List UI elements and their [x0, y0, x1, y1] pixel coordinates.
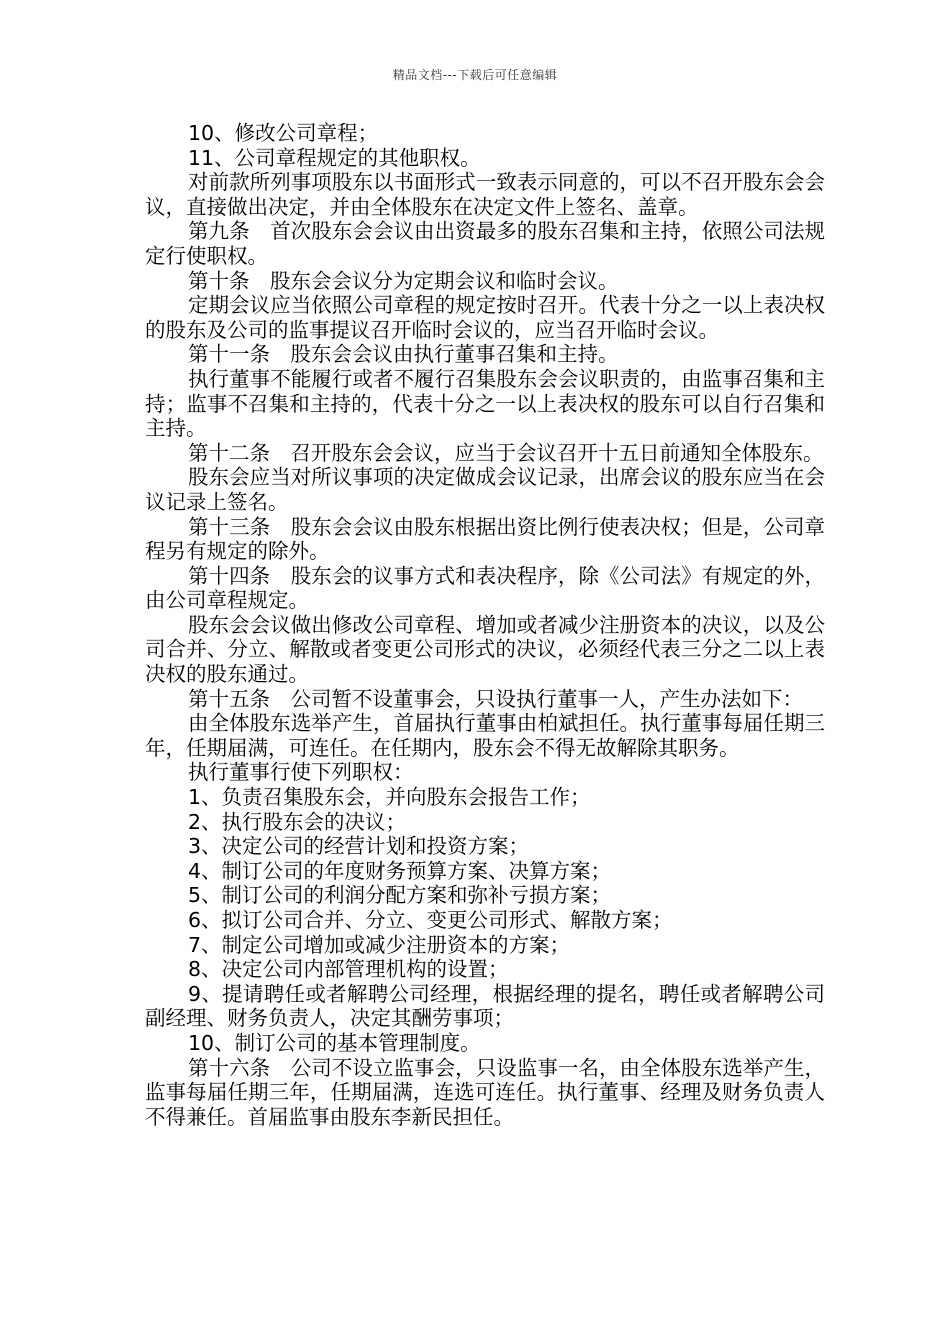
paragraph: 股东会会议做出修改公司章程、增加或者减少注册资本的决议，以及公司合并、分立、解散或者变更公司形式的决议，必须经代表三分之二以上表决权的股东通过。 [145, 612, 825, 687]
list-item: 8、决定公司内部管理机构的设置； [188, 957, 509, 982]
list-item: 5、制订公司的利润分配方案和弥补亏损方案； [188, 883, 612, 908]
list-item: 10、制订公司的基本管理制度。 [188, 1030, 481, 1055]
paragraph: 第十四条 股东会的议事方式和表决程序，除《公司法》有规定的外，由公司章程规定。 [145, 563, 825, 613]
list-item: 2、执行股东会的决议； [188, 809, 407, 834]
list-item: 3、决定公司的经营计划和投资方案； [188, 834, 530, 859]
paragraph: 股东会应当对所议事项的决定做成会议记录，出席会议的股东应当在会议记录上签名。 [145, 465, 825, 514]
paragraph: 执行董事行使下列职权： [188, 760, 414, 785]
paragraph: 对前款所列事项股东以书面形式一致表示同意的，可以不召开股东会会议，直接做出决定，并由全体股东在决定文件上签名、盖章。 [145, 170, 825, 219]
paragraph: 第十一条 股东会会议由执行董事召集和主持。 [188, 342, 619, 367]
list-item: 7、制定公司增加或减少注册资本的方案； [188, 932, 571, 957]
page-header-note: 精品文档---下载后可任意编辑 [392, 68, 558, 82]
paragraph: 第十条 股东会会议分为定期会议和临时会议。 [188, 268, 619, 293]
paragraph: 第十六条 公司不设立监事会，只设监事一名，由全体股东选举产生，监事每届任期三年，任期届满，连选可连任。执行董事、经理及财务负责人不得兼任。首届监事由股东李新民担任。 [145, 1055, 825, 1129]
paragraph: 第九条 首次股东会会议由出资最多的股东召集和主持，依照公司法规定行使职权。 [145, 219, 825, 268]
paragraph: 11、公司章程规定的其他职权。 [188, 145, 481, 170]
paragraph: 定期会议应当依照公司章程的规定按时召开。代表十分之一以上表决权的股东及公司的监事提议召开临时会议的，应当召开临时会议。 [145, 293, 825, 342]
list-item: 6、拟订公司合并、分立、变更公司形式、解散方案； [188, 908, 673, 932]
list-item: 1、负责召集股东会，并向股东会报告工作； [188, 785, 591, 810]
paragraph: 第十三条 股东会会议由股东根据出资比例行使表决权；但是，公司章程另有规定的除外。 [145, 514, 825, 564]
document-body [145, 121, 825, 1129]
paragraph: 第十五条 公司暂不设董事会，只设执行董事一人，产生办法如下： [188, 686, 803, 711]
paragraph: 10、修改公司章程； [188, 121, 379, 145]
list-item: 9、提请聘任或者解聘公司经理，根据经理的提名，聘任或者解聘公司副经理、财务负责人，决定其酬劳事项； [145, 981, 825, 1031]
paragraph: 由全体股东选举产生，首届执行董事由柏斌担任。执行董事每届任期三年，任期届满，可连任。在任期内，股东会不得无故解除其职务。 [145, 711, 825, 760]
paragraph: 执行董事不能履行或者不履行召集股东会会议职责的，由监事召集和主持；监事不召集和主持的，代表十分之一以上表决权的股东可以自行召集和主持。 [145, 366, 825, 441]
list-item: 4、制订公司的年度财务预算方案、决算方案； [188, 858, 612, 883]
paragraph: 第十二条 召开股东会会议，应当于会议召开十五日前通知全体股东。 [188, 440, 824, 465]
